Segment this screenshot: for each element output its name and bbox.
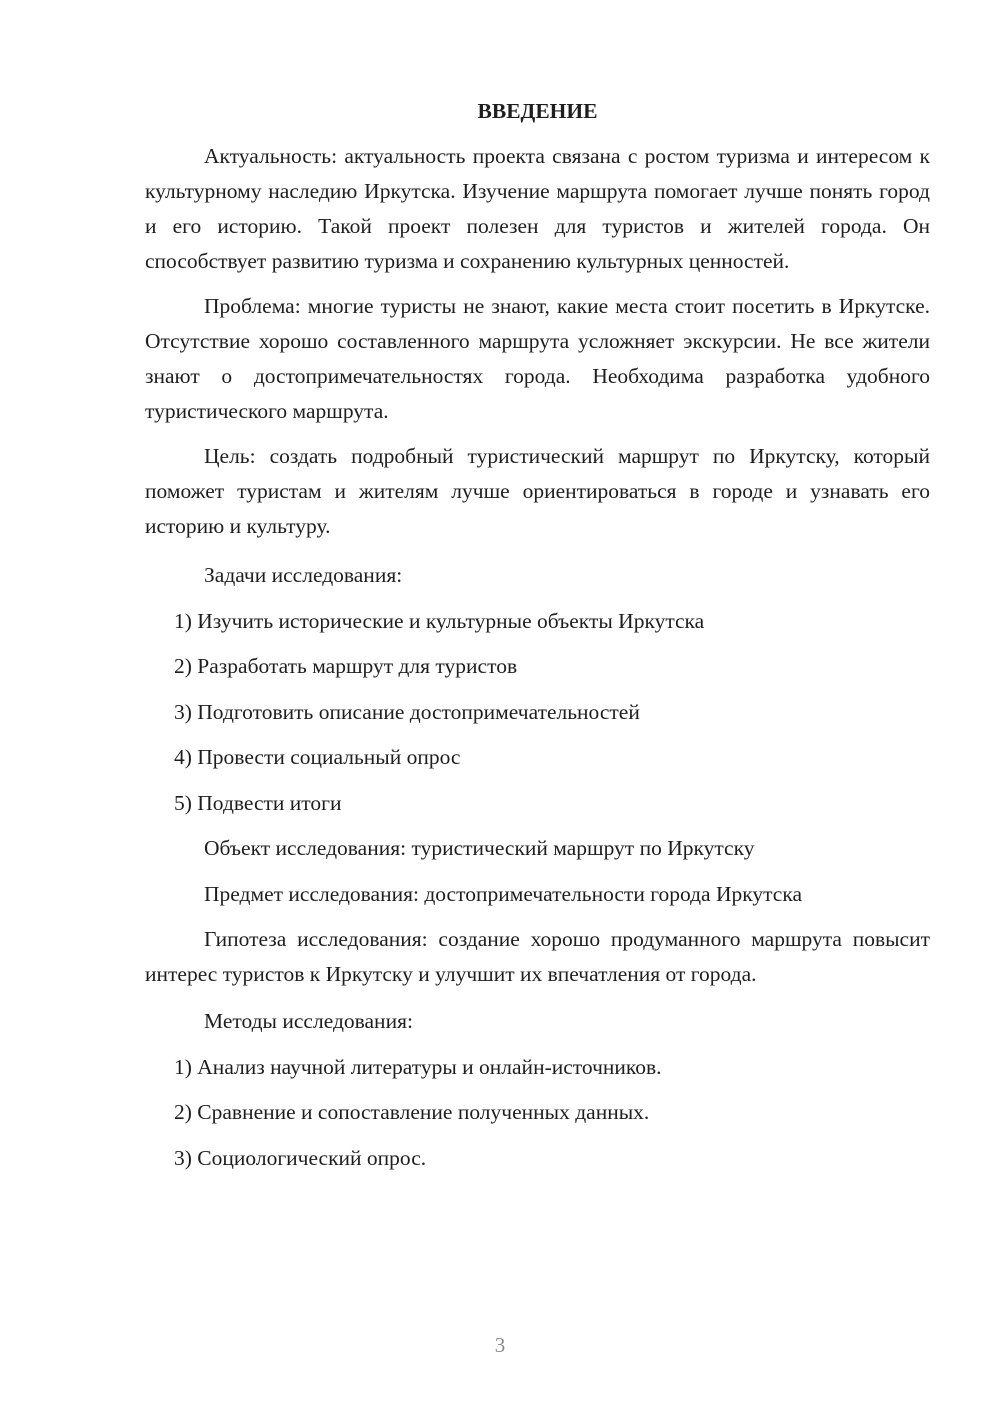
page-title: ВВЕДЕНИЕ: [477, 99, 598, 123]
subject-line: Предмет исследования: достопримечательности города Иркутска: [204, 881, 803, 906]
relevance-paragraph: Актуальность: актуальность проекта связана с ростом туризма и интересом к культурному наследию Иркутска. Изучение маршрута помогает лучше понять город и его историю. Такой проект полезен для туристов и жителей города. Он способствует развитию туризма и сохранению культурных ценностей.: [145, 144, 930, 273]
page-number: 3: [494, 1333, 506, 1357]
list-item: 2) Разработать маршрут для туристов: [174, 654, 518, 678]
list-item: 4) Провести социальный опрос: [174, 745, 461, 769]
list-item: 2) Сравнение и сопоставление полученных данных.: [174, 1100, 650, 1124]
list-item: 3) Подготовить описание достопримечательностей: [174, 699, 640, 724]
list-item: 5) Подвести итоги: [174, 790, 342, 815]
list-item: 1) Изучить исторические и культурные объекты Иркутска: [174, 608, 705, 633]
problem-paragraph: Проблема: многие туристы не знают, какие места стоит посетить в Иркутске. Отсутствие хорошо составленного маршрута усложняет экскурсии. Не все жители знают о достопримечательностях города. Необходима разработка удобного туристического маршрута.: [145, 294, 930, 423]
list-item: 1) Анализ научной литературы и онлайн-источников.: [174, 1054, 662, 1079]
goal-paragraph: Цель: создать подробный туристический маршрут по Иркутску, который поможет туристам и жителям лучше ориентироваться в городе и узнавать его историю и культуру.: [145, 444, 930, 538]
hypothesis-paragraph: Гипотеза исследования: создание хорошо продуманного маршрута повысит интерес туристов к Иркутску и улучшит их впечатления от города.: [145, 927, 930, 986]
list-item: 3) Социологический опрос.: [174, 1145, 427, 1170]
document-page: [145, 95, 930, 1186]
tasks-heading: Задачи исследования:: [204, 563, 403, 587]
object-line: Объект исследования: туристический маршрут по Иркутску: [204, 836, 755, 860]
methods-list: [145, 1050, 930, 1187]
methods-heading: Методы исследования:: [204, 1009, 413, 1033]
tasks-list: [145, 604, 930, 832]
